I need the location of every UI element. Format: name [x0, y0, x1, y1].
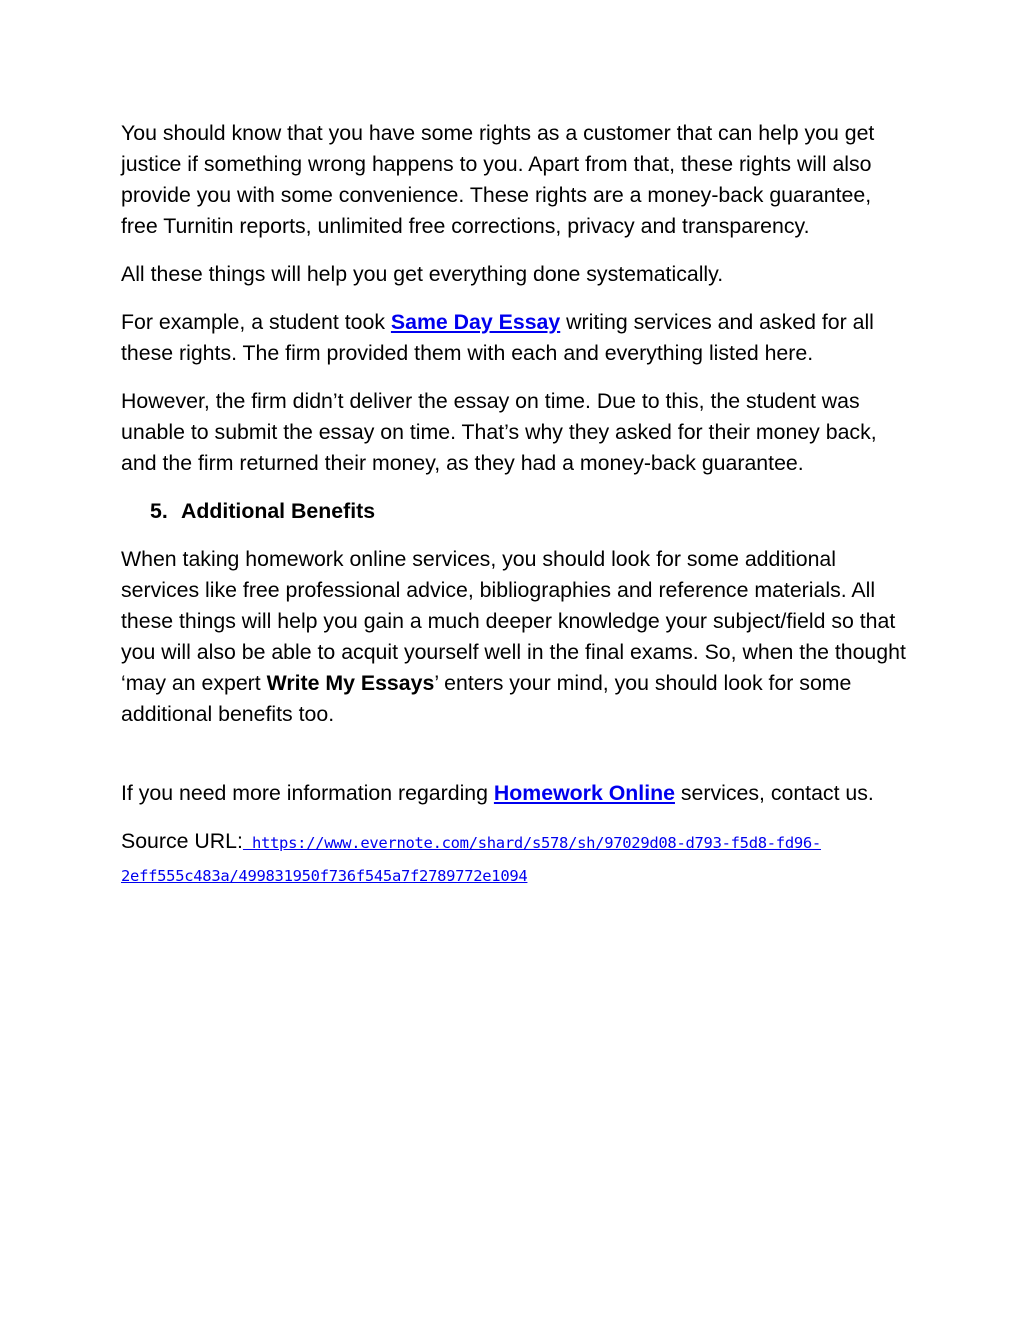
- write-my-essays-bold: Write My Essays: [266, 671, 435, 695]
- paragraph-contact: [121, 778, 911, 809]
- paragraph-example: [121, 307, 911, 369]
- section-heading: [121, 496, 911, 527]
- source-line: [121, 826, 911, 892]
- paragraph-customer-rights: You should know that you have some rights as a customer that can help you get justice if something wrong happens to you. Apart from that, these rights will also provide you with some convenience. These rights are a money-back guarantee, free Turnitin reports, unlimited free corrections, privacy and transparency.: [121, 121, 875, 238]
- homework-online-link[interactable]: Homework Online: [493, 781, 675, 805]
- contact-text-after: services, contact us.: [674, 781, 874, 805]
- document-page: [121, 118, 911, 909]
- example-text-after: writing services and asked for all these rights. The firm provided them with each and everything listed here.: [121, 310, 874, 365]
- example-text-before: For example, a student took: [121, 310, 391, 334]
- paragraph-late-delivery: However, the firm didn’t deliver the essay on time. Due to this, the student was unable to submit the essay on time. That’s why they asked for their money back, and the firm returned their money, as they had a money-back guarantee.: [121, 389, 877, 475]
- same-day-essay-link[interactable]: Same Day Essay: [390, 310, 561, 334]
- contact-text-before: If you need more information regarding: [121, 781, 494, 805]
- benefits-text-before: When taking homework online services, you should look for some additional services like free professional advice, bibliographies and reference materials. All these things will help you gain a much deeper knowledge your subject/field so that you will also be able to acquit yourself well in the final exams. So, when the thought ‘may an expert: [121, 547, 906, 695]
- benefits-text-after: ’ enters your mind, you should look for some additional benefits too.: [121, 671, 852, 726]
- section-number: 5.: [150, 499, 168, 523]
- paragraph-systematic: All these things will help you get everything done systematically.: [121, 262, 724, 286]
- source-url-link[interactable]: https://www.evernote.com/shard/s578/sh/97029d08-d793-f5d8-fd96-2eff555c483a/499831950f736f545a7f2789772e1094: [121, 834, 821, 885]
- blank-line: [121, 747, 911, 778]
- paragraph-benefits: [121, 544, 911, 730]
- source-label: Source URL:: [121, 829, 243, 853]
- section-title: Additional Benefits: [181, 499, 376, 523]
